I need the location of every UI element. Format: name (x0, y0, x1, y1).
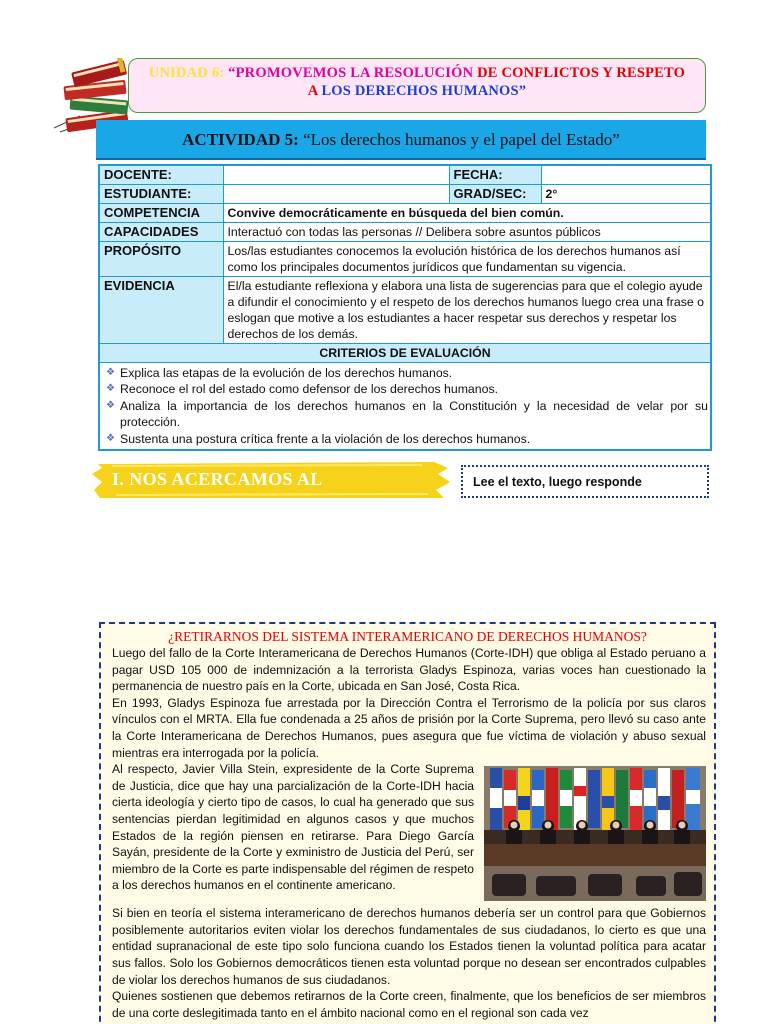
activity-info-table (98, 164, 712, 451)
list-item: ❖ Explica las etapas de la evolución de los derechos humanos. (106, 366, 453, 380)
unit-title-part4: LOS DERECHOS HUMANOS” (321, 83, 527, 99)
table-row (99, 344, 711, 363)
docente-value (223, 165, 449, 185)
unit-title-part1: “PROMOVEMOS LA RESOLUCIÓN (228, 65, 474, 81)
unit-title-part2: DE CONFLICTOS Y RESPETO (477, 65, 686, 81)
diamond-bullet-icon: ❖ (106, 432, 115, 444)
article-paragraph: Al respecto, Javier Villa Stein, expresidente de la Corte Suprema de Justicia, dice que hay una parcialización de la Corte-IDH hacia cierta ideología y cierto tipo de casos, lo cual ha generado que sus sentencias pierdan legitimidad en algunos casos y que muchos Estados de la región piensen en retirarse. Para Diego García Sayán, presidente de la Corte y exministro de Justicia del Perú, ser miembro de la Corte es parte indispensable del régimen de respeto a los derechos humanos en el continente americano. (112, 762, 474, 893)
evidencia-label: EVIDENCIA (99, 277, 223, 344)
diamond-bullet-icon: ❖ (106, 383, 115, 395)
article-paragraph: Luego del fallo de la Corte Interamericana de Derechos Humanos (Corte-IDH) que obliga al Estado peruano a pagar USD 105 000 de indemnización a la terrorista Gladys Espinoza, varias voces han cuestionado la permanencia de nuestro país en la Corte, ubicada en San José, Costa Rica. (112, 646, 706, 694)
diamond-bullet-icon: ❖ (106, 399, 115, 411)
capacidades-value: Interactuó con todas las personas // Delibera sobre asuntos públicos (223, 223, 711, 242)
grad-value: 2° (541, 185, 711, 204)
table-row (99, 185, 711, 204)
table-row (99, 242, 711, 277)
table-row (99, 223, 711, 242)
proposito-value: Los/las estudiantes conocemos la evolución histórica de los derechos humanos así como los principales documentos jurídicos que fundamentan su vigencia. (223, 242, 711, 277)
estudiante-label: ESTUDIANTE: (99, 185, 223, 204)
article-paragraph: En 1993, Gladys Espinoza fue arrestada por la Dirección Contra el Terrorismo de la policía por sus claros vínculos con el MRTA. Ella fue condenada a 25 años de prisión por la Corte Suprema, pero llevó su caso ante la Corte Interamericana de Derechos Humanos, pues asegura que fue víctima de violación y abuso sexual mientras era interrogada por la policía. (112, 695, 706, 760)
article-paragraph: Quienes sostienen que debemos retirarnos de la Corte creen, finalmente, que los beneficios de ser miembros de una corte deslegitimada tanto en el ámbito nacional como en el regional son cada vez (112, 989, 706, 1020)
activity-heading (96, 130, 706, 150)
competencia-value: Convive democráticamente en búsqueda del bien común. (223, 204, 711, 223)
unit-title-part3: A (307, 83, 318, 99)
unit-banner (128, 58, 706, 113)
table-row (99, 204, 711, 223)
docente-label: DOCENTE: (99, 165, 223, 185)
capacidades-label: CAPACIDADES (99, 223, 223, 242)
reading-article (99, 622, 716, 1024)
list-item: ❖ Reconoce el rol del estado como defensor de los derechos humanos. (106, 382, 499, 397)
grad-label: GRAD/SEC: (449, 185, 541, 204)
court-photo (484, 766, 706, 901)
section-title: I. NOS ACERCAMOS AL (112, 469, 323, 489)
article-title: ¿RETIRARNOS DEL SISTEMA INTERAMERICANO DE DERECHOS HUMANOS? (168, 629, 647, 644)
list-item: ❖ Analiza la importancia de los derechos humanos en la Constitución y la necesidad de velar por su protección. (106, 398, 708, 430)
estudiante-value (223, 185, 449, 204)
activity-title: “Los derechos humanos y el papel del Estado” (303, 130, 620, 149)
list-item: ❖ Sustenta una postura crítica frente a la violación de los derechos humanos. (106, 431, 531, 446)
criterios-title: CRITERIOS DE EVALUACIÓN (99, 344, 711, 363)
activity-banner (96, 120, 706, 160)
table-row (99, 277, 711, 344)
criterios-cell (99, 363, 711, 451)
article-paragraph: Si bien en teoría el sistema interamericano de derechos humanos debería ser un control para que Gobiernos posiblemente autoritarios eviten violar los derechos fundamentales de sus ciudadanos, lo cierto es que una entidad supranacional de este tipo solo funciona cuando los Estados tienen la voluntad política para acatar sus fallos. Solo los Gobiernos democráticos tienen esta voluntad porque no desean ser encontrados culpables de violar los derechos humanos de sus ciudadanos. (112, 906, 706, 987)
instruction-box: Lee el texto, luego responde (461, 465, 709, 498)
criterios-list (100, 363, 710, 449)
table-row (99, 363, 711, 451)
fecha-value (541, 165, 711, 185)
proposito-label: PROPÓSITO (99, 242, 223, 277)
table-row (99, 165, 711, 185)
unit-title-line-2 (129, 83, 705, 100)
article-body (101, 645, 714, 1021)
unit-title-line-1 (129, 65, 705, 82)
fecha-label: FECHA: (449, 165, 541, 185)
unit-label: UNIDAD 6: (148, 65, 225, 81)
diamond-bullet-icon: ❖ (106, 367, 115, 378)
competencia-label: COMPETENCIA (99, 204, 223, 223)
activity-label: ACTIVIDAD 5: (182, 130, 299, 149)
evidencia-value: El/la estudiante reflexiona y elabora una lista de sugerencias para que el colegio ayude a difundir el conocimiento y el respeto de los derechos humanos luego crea una frase o eslogan que motive a los estudiantes a hacer respetar sus derechos y respetar los derechos de los demás. (223, 277, 711, 344)
